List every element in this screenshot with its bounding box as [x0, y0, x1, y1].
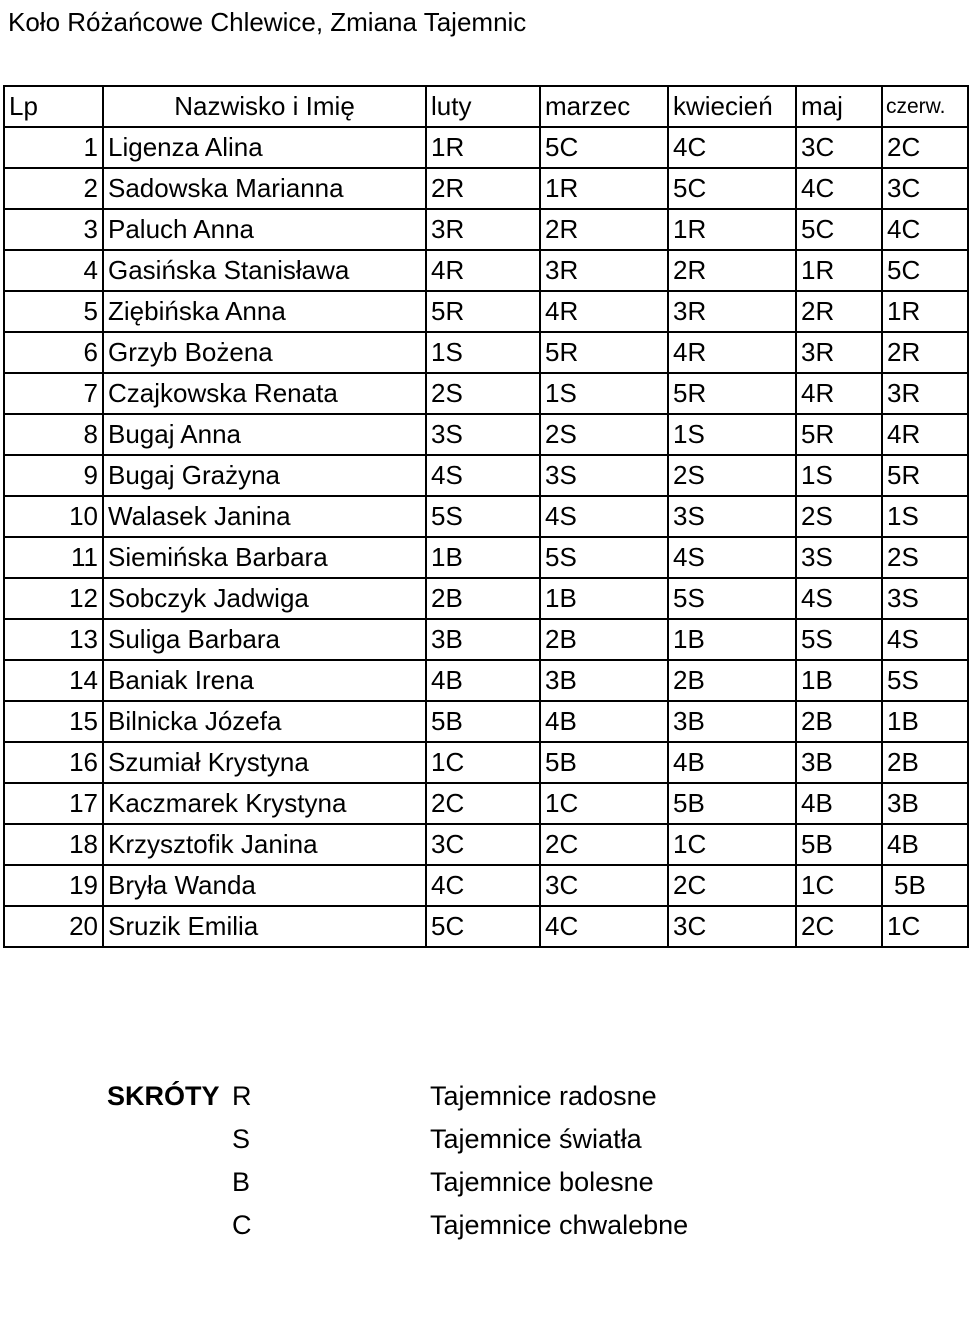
cell-jun: 2S: [882, 537, 968, 578]
cell-name: Bugaj Grażyna: [103, 455, 426, 496]
table-row: [4, 250, 968, 291]
cell-lp: 6: [4, 332, 103, 373]
cell-name: Ziębińska Anna: [103, 291, 426, 332]
legend-description: Tajemnice radosne: [430, 1081, 657, 1111]
cell-mar: 1B: [540, 578, 668, 619]
cell-apr: 5C: [668, 168, 796, 209]
cell-may: 2B: [796, 701, 882, 742]
cell-mar: 5B: [540, 742, 668, 783]
cell-apr: 5S: [668, 578, 796, 619]
cell-jun: 3B: [882, 783, 968, 824]
cell-jun: 5S: [882, 660, 968, 701]
header-month-apr: kwiecień: [668, 86, 796, 127]
cell-apr: 2R: [668, 250, 796, 291]
cell-may: 4S: [796, 578, 882, 619]
table-row: [4, 168, 968, 209]
table-row: [4, 291, 968, 332]
table-row: [4, 496, 968, 537]
cell-feb: 1S: [426, 332, 540, 373]
cell-apr: 1S: [668, 414, 796, 455]
cell-feb: 3S: [426, 414, 540, 455]
header-lp: Lp: [4, 86, 103, 127]
cell-jun: 4S: [882, 619, 968, 660]
legend-code: B: [232, 1167, 251, 1197]
cell-may: 3B: [796, 742, 882, 783]
cell-jun: 1C: [882, 906, 968, 947]
legend-row: [0, 1118, 970, 1161]
cell-lp: 20: [4, 906, 103, 947]
cell-may: 2C: [796, 906, 882, 947]
cell-may: 4C: [796, 168, 882, 209]
cell-feb: 1B: [426, 537, 540, 578]
cell-may: 1C: [796, 865, 882, 906]
cell-mar: 4C: [540, 906, 668, 947]
cell-mar: 2R: [540, 209, 668, 250]
cell-lp: 4: [4, 250, 103, 291]
cell-may: 1B: [796, 660, 882, 701]
table-row: [4, 906, 968, 947]
cell-name: Grzyb Bożena: [103, 332, 426, 373]
cell-mar: 2S: [540, 414, 668, 455]
cell-jun: 5C: [882, 250, 968, 291]
cell-apr: 4S: [668, 537, 796, 578]
cell-mar: 3B: [540, 660, 668, 701]
cell-feb: 5R: [426, 291, 540, 332]
cell-jun: 3R: [882, 373, 968, 414]
cell-lp: 8: [4, 414, 103, 455]
cell-apr: 5B: [668, 783, 796, 824]
cell-may: 3R: [796, 332, 882, 373]
cell-feb: 5C: [426, 906, 540, 947]
cell-jun: 4C: [882, 209, 968, 250]
cell-may: 5S: [796, 619, 882, 660]
cell-lp: 3: [4, 209, 103, 250]
cell-name: Czajkowska Renata: [103, 373, 426, 414]
cell-feb: 1C: [426, 742, 540, 783]
cell-jun: 2B: [882, 742, 968, 783]
cell-mar: 1S: [540, 373, 668, 414]
cell-mar: 2C: [540, 824, 668, 865]
cell-apr: 4C: [668, 127, 796, 168]
cell-may: 1R: [796, 250, 882, 291]
cell-name: Sruzik Emilia: [103, 906, 426, 947]
cell-jun: 3C: [882, 168, 968, 209]
cell-apr: 2B: [668, 660, 796, 701]
cell-name: Gasińska Stanisława: [103, 250, 426, 291]
cell-jun: 4B: [882, 824, 968, 865]
cell-mar: 3C: [540, 865, 668, 906]
cell-jun: 5B: [882, 865, 968, 906]
cell-may: 2R: [796, 291, 882, 332]
cell-name: Bilnicka Józefa: [103, 701, 426, 742]
cell-apr: 1B: [668, 619, 796, 660]
table-row: [4, 455, 968, 496]
header-month-mar: marzec: [540, 86, 668, 127]
cell-feb: 3R: [426, 209, 540, 250]
cell-name: Siemińska Barbara: [103, 537, 426, 578]
cell-feb: 4C: [426, 865, 540, 906]
cell-lp: 18: [4, 824, 103, 865]
header-month-jun: czerw.: [882, 86, 968, 127]
legend-description: Tajemnice światła: [430, 1124, 642, 1154]
table-row: [4, 824, 968, 865]
table-row: [4, 619, 968, 660]
cell-apr: 3C: [668, 906, 796, 947]
cell-feb: 2C: [426, 783, 540, 824]
header-name: Nazwisko i Imię: [103, 86, 426, 127]
cell-name: Bryła Wanda: [103, 865, 426, 906]
cell-feb: 3B: [426, 619, 540, 660]
cell-jun: 1S: [882, 496, 968, 537]
cell-jun: 2C: [882, 127, 968, 168]
cell-apr: 3S: [668, 496, 796, 537]
cell-mar: 4R: [540, 291, 668, 332]
cell-mar: 1R: [540, 168, 668, 209]
cell-mar: 1C: [540, 783, 668, 824]
cell-apr: 1C: [668, 824, 796, 865]
cell-mar: 3R: [540, 250, 668, 291]
cell-may: 1S: [796, 455, 882, 496]
legend-heading: SKRÓTY: [107, 1081, 220, 1111]
cell-feb: 2B: [426, 578, 540, 619]
table-row: [4, 332, 968, 373]
cell-name: Szumiał Krystyna: [103, 742, 426, 783]
cell-feb: 5B: [426, 701, 540, 742]
cell-name: Bugaj Anna: [103, 414, 426, 455]
cell-lp: 15: [4, 701, 103, 742]
legend-row: [0, 1161, 970, 1204]
legend-description: Tajemnice chwalebne: [430, 1210, 689, 1240]
cell-lp: 10: [4, 496, 103, 537]
cell-feb: 4R: [426, 250, 540, 291]
cell-apr: 4B: [668, 742, 796, 783]
mystery-schedule-table: [3, 85, 969, 948]
table-row: [4, 865, 968, 906]
cell-jun: 2R: [882, 332, 968, 373]
cell-apr: 2C: [668, 865, 796, 906]
cell-jun: 4R: [882, 414, 968, 455]
cell-may: 5B: [796, 824, 882, 865]
cell-name: Paluch Anna: [103, 209, 426, 250]
cell-feb: 4B: [426, 660, 540, 701]
cell-apr: 3R: [668, 291, 796, 332]
cell-mar: 3S: [540, 455, 668, 496]
cell-lp: 14: [4, 660, 103, 701]
cell-lp: 13: [4, 619, 103, 660]
cell-lp: 7: [4, 373, 103, 414]
table-header-row: [4, 86, 968, 127]
cell-name: Krzysztofik Janina: [103, 824, 426, 865]
table-row: [4, 783, 968, 824]
table-row: [4, 414, 968, 455]
cell-may: 5R: [796, 414, 882, 455]
cell-mar: 4B: [540, 701, 668, 742]
cell-apr: 4R: [668, 332, 796, 373]
cell-mar: 4S: [540, 496, 668, 537]
cell-may: 3S: [796, 537, 882, 578]
table-row: [4, 701, 968, 742]
cell-lp: 12: [4, 578, 103, 619]
cell-name: Sadowska Marianna: [103, 168, 426, 209]
cell-apr: 5R: [668, 373, 796, 414]
cell-jun: 3S: [882, 578, 968, 619]
cell-feb: 2R: [426, 168, 540, 209]
legend-code: S: [232, 1124, 251, 1154]
cell-mar: 2B: [540, 619, 668, 660]
cell-feb: 1R: [426, 127, 540, 168]
cell-apr: 1R: [668, 209, 796, 250]
table-row: [4, 742, 968, 783]
legend-code: R: [232, 1081, 252, 1111]
cell-name: Sobczyk Jadwiga: [103, 578, 426, 619]
legend-row: [0, 1075, 970, 1118]
cell-may: 4R: [796, 373, 882, 414]
cell-lp: 1: [4, 127, 103, 168]
cell-lp: 2: [4, 168, 103, 209]
cell-lp: 16: [4, 742, 103, 783]
cell-mar: 5C: [540, 127, 668, 168]
cell-name: Kaczmarek Krystyna: [103, 783, 426, 824]
cell-feb: 5S: [426, 496, 540, 537]
table-row: [4, 373, 968, 414]
cell-feb: 2S: [426, 373, 540, 414]
cell-lp: 5: [4, 291, 103, 332]
table-row: [4, 209, 968, 250]
cell-name: Ligenza Alina: [103, 127, 426, 168]
legend-code: C: [232, 1210, 252, 1240]
cell-apr: 3B: [668, 701, 796, 742]
cell-apr: 2S: [668, 455, 796, 496]
cell-lp: 19: [4, 865, 103, 906]
cell-feb: 3C: [426, 824, 540, 865]
cell-name: Suliga Barbara: [103, 619, 426, 660]
table-row: [4, 127, 968, 168]
cell-lp: 11: [4, 537, 103, 578]
table-body: [4, 127, 968, 947]
legend-description: Tajemnice bolesne: [430, 1167, 654, 1197]
cell-name: Baniak Irena: [103, 660, 426, 701]
header-month-feb: luty: [426, 86, 540, 127]
table-row: [4, 537, 968, 578]
cell-jun: 5R: [882, 455, 968, 496]
cell-may: 5C: [796, 209, 882, 250]
cell-jun: 1B: [882, 701, 968, 742]
header-month-may: maj: [796, 86, 882, 127]
table-row: [4, 578, 968, 619]
cell-name: Walasek Janina: [103, 496, 426, 537]
cell-lp: 9: [4, 455, 103, 496]
cell-lp: 17: [4, 783, 103, 824]
cell-mar: 5S: [540, 537, 668, 578]
cell-may: 2S: [796, 496, 882, 537]
document-title: Koło Różańcowe Chlewice, Zmiana Tajemnic: [8, 7, 527, 37]
cell-may: 3C: [796, 127, 882, 168]
table-row: [4, 660, 968, 701]
cell-mar: 5R: [540, 332, 668, 373]
cell-may: 4B: [796, 783, 882, 824]
cell-feb: 4S: [426, 455, 540, 496]
cell-jun: 1R: [882, 291, 968, 332]
legend-row: [0, 1204, 970, 1247]
